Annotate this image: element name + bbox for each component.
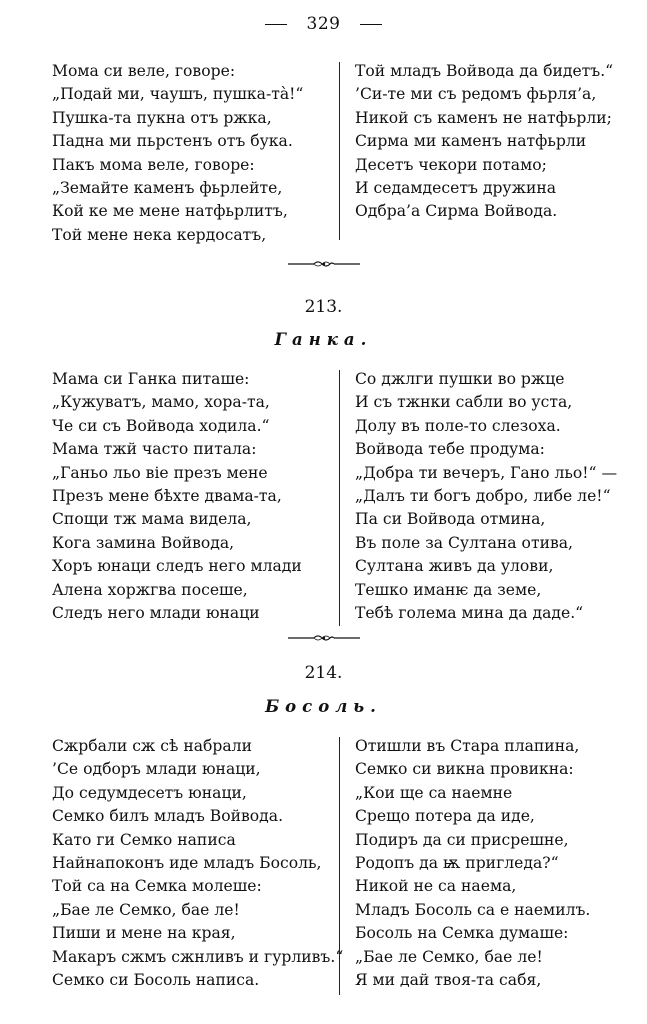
verse-line: Мама тжй часто питала:: [52, 440, 257, 459]
page-number: 329: [306, 14, 341, 34]
song-title-213: Ганка.: [274, 330, 373, 349]
song-number-213: 213.: [304, 297, 343, 317]
verse-line: „Кужуватъ, мамо, хора-та,: [52, 393, 270, 412]
header-dash-right: [360, 24, 382, 25]
verse-line: Сирма ми каменъ натфьрли: [355, 132, 587, 151]
verse-line: ’Се одборъ млади юнаци,: [52, 760, 261, 779]
verse-line: И седамдесетъ дружина: [355, 178, 557, 197]
verse-line: „Ганьо льо віе презъ мене: [52, 463, 268, 482]
verse-line: Спощи тж мама видела,: [52, 510, 252, 529]
ornament-divider: [288, 259, 360, 269]
verse-line: Войвода тебе продума:: [355, 440, 545, 459]
verse-line: Презъ мене бѣхте двама-та,: [52, 486, 282, 505]
verse-line: „Земайте каменъ фьрлейте,: [52, 178, 283, 197]
verse-line: Родопъ да ѭ пригледа?“: [355, 853, 559, 872]
verse-line: „Подай ми, чаушъ, пушка-та̀!“: [52, 85, 304, 104]
verse-line: Сжрбали сж сѣ набрали: [52, 737, 252, 755]
verse-line: Пиши и мене на края,: [52, 924, 236, 943]
song-214-right-column: [355, 735, 635, 992]
verse-line: Семко билъ младъ Войвода.: [52, 807, 284, 826]
verse-line: Я ми дай твоя-та сабя,: [355, 970, 542, 989]
verse-line: Долу въ поле-то слезоха.: [355, 416, 561, 435]
verse-line: Кой ке ме мене натфьрлитъ,: [52, 202, 288, 221]
verse-line: Като ги Семко написа: [52, 830, 236, 849]
verse-line: Той младъ Войвода да бидетъ.“: [355, 62, 614, 80]
ornament-divider: [288, 633, 360, 643]
verse-line: Въ поле за Султана отива,: [355, 533, 573, 552]
column-divider: [339, 370, 340, 626]
verse-line: Младъ Босоль са е наемилъ.: [355, 900, 591, 919]
verse-line: Макаръ сжмъ сжнливъ и гурливъ.“: [52, 947, 344, 966]
verse-line: И съ тжнки сабли во уста,: [355, 393, 573, 412]
verse-line: Султана живъ да улови,: [355, 557, 554, 576]
song-title-214: Босоль.: [265, 697, 382, 716]
page-header: [0, 14, 647, 34]
verse-line: Мама си Ганка питаше:: [52, 370, 250, 388]
verse-line: Че си съ Войвода ходила.“: [52, 416, 270, 435]
header-dash-left: [265, 24, 287, 25]
verse-line: „Бае ле Семко, бае ле!: [52, 900, 240, 919]
verse-line: Следъ него млади юнаци: [52, 603, 260, 622]
verse-line: Мома си веле, говоре:: [52, 62, 236, 80]
verse-line: Той мене нека кердосатъ,: [52, 225, 267, 244]
verse-line: Тешко иманѥ да земе,: [355, 580, 542, 599]
verse-line: Пушка-та пукна отъ ржка,: [52, 108, 272, 127]
verse-line: Па си Войвода отмина,: [355, 510, 546, 529]
verse-line: „Добра ти вечеръ, Гано льо!“ —: [355, 463, 618, 482]
verse-line: Алена хоржгва посеше,: [52, 580, 248, 599]
verse-line: Той са на Семка молеше:: [52, 877, 262, 896]
top-fragment-left-column: [52, 60, 334, 247]
song-213-left-column: [52, 368, 334, 625]
verse-line: Хоръ юнаци следъ него млади: [52, 557, 302, 576]
song-214-left-column: [52, 735, 344, 992]
verse-line: „Далъ ти богъ добро, либе ле!“: [355, 486, 611, 505]
verse-line: „Бае ле Семко, бае ле!: [355, 947, 543, 966]
verse-line: Со джлги пушки во ржце: [355, 370, 565, 388]
verse-line: Подиръ да си присрешне,: [355, 830, 569, 849]
song-number-214: 214.: [304, 663, 343, 683]
top-fragment-right-column: [355, 60, 635, 224]
column-divider: [339, 737, 340, 995]
verse-line: Десетъ чекори потамо;: [355, 155, 547, 174]
verse-line: Падна ми пьрстенъ отъ бука.: [52, 132, 293, 151]
verse-line: Срещо потерa да иде,: [355, 807, 535, 826]
verse-line: Семко си викна провикна:: [355, 760, 574, 779]
column-divider: [339, 62, 340, 240]
verse-line: Никой съ каменъ не натфьрли;: [355, 108, 612, 127]
verse-line: „Кои ще са наемне: [355, 783, 513, 802]
verse-line: Никой не са наема,: [355, 877, 517, 896]
verse-line: До седумдесетъ юнаци,: [52, 783, 247, 802]
verse-line: Кога замина Войвода,: [52, 533, 235, 552]
verse-line: Одбра’а Сирма Войвода.: [355, 202, 558, 221]
verse-line: Семко си Босоль написа.: [52, 970, 260, 989]
verse-line: Босоль на Семка думаше:: [355, 924, 569, 943]
verse-line: ’Си-те ми съ редомъ фьрля’а,: [355, 85, 597, 104]
verse-line: Пакъ мома веле, говоре:: [52, 155, 255, 174]
verse-line: Отишли въ Стара плапина,: [355, 737, 580, 755]
song-213-right-column: [355, 368, 635, 625]
verse-line: Найнапоконъ иде младъ Босоль,: [52, 853, 322, 872]
verse-line: Тебѣ голема мина да даде.“: [355, 603, 584, 622]
